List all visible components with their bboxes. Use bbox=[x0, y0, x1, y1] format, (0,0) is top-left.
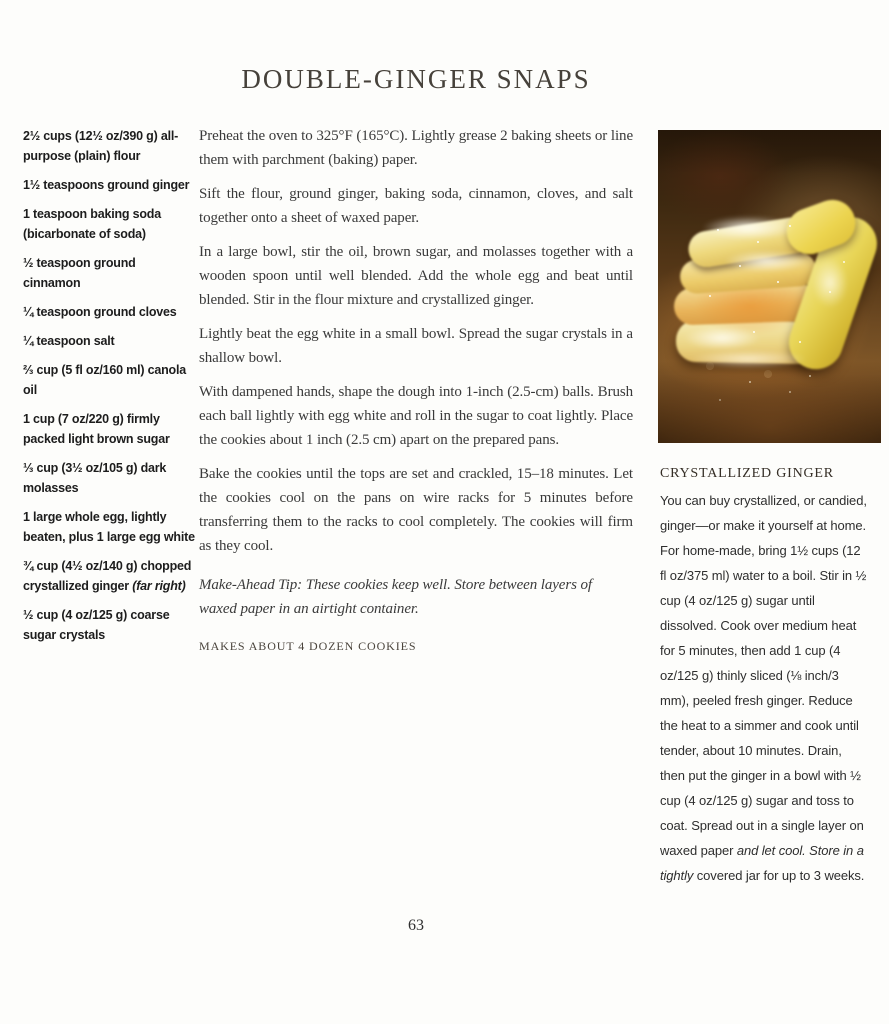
yield-line: MAKES ABOUT 4 DOZEN COOKIES bbox=[199, 639, 417, 653]
ingredient-text: ¾ cup (4½ oz/140 g) chopped crystallized ginger bbox=[23, 559, 192, 593]
ingredients-list bbox=[23, 126, 195, 654]
ingredient-item bbox=[23, 360, 195, 400]
ingredient-item bbox=[23, 126, 195, 166]
sidebar-body bbox=[660, 488, 868, 888]
page-number: 63 bbox=[408, 917, 424, 934]
instruction-paragraph: Preheat the oven to 325°F (165°C). Lightly grease 2 baking sheets or line them with parchment (baking) paper. bbox=[199, 128, 633, 168]
ingredient-text: 1 cup (7 oz/220 g) firmly packed light brown sugar bbox=[23, 412, 170, 446]
ingredient-item bbox=[23, 331, 195, 351]
ingredient-text: 1 large whole egg, lightly beaten, plus 1 large egg white bbox=[23, 510, 195, 544]
ingredient-text: ⅔ cup (5 fl oz/160 ml) canola oil bbox=[23, 363, 186, 397]
crystallized-ginger-photo bbox=[658, 130, 881, 443]
ingredient-item bbox=[23, 556, 195, 596]
ingredient-text: 1½ teaspoons ground ginger bbox=[23, 178, 190, 192]
instruction-paragraph: Sift the flour, ground ginger, baking soda, cinnamon, cloves, and salt together onto a sheet of waxed paper. bbox=[199, 186, 633, 226]
sidebar-text: covered jar for up to 3 weeks. bbox=[696, 868, 865, 883]
instruction-paragraph: With dampened hands, shape the dough into 1-inch (2.5-cm) balls. Brush each ball lightly with egg white and roll in the sugar to coat lightly. Place the cookies about 1 inch (2.5 cm) apart on the prepared pans. bbox=[199, 384, 633, 448]
page-title: DOUBLE-GINGER SNAPS bbox=[241, 64, 591, 94]
ingredient-note: (far right) bbox=[132, 579, 186, 593]
instruction-paragraph: Bake the cookies until the tops are set and crackled, 15–18 minutes. Let the cookies cool on the pans on wire racks for 5 minutes before transferring them to the racks to cool completely. The cookies will firm as they cool. bbox=[199, 466, 633, 554]
ingredient-text: ¼ teaspoon ground cloves bbox=[23, 305, 177, 319]
instruction-paragraph: Lightly beat the egg white in a small bowl. Spread the sugar crystals in a shallow bowl. bbox=[199, 326, 633, 366]
ingredient-text: ½ cup (4 oz/125 g) coarse sugar crystals bbox=[23, 608, 170, 642]
ingredient-text: ½ teaspoon ground cinnamon bbox=[23, 256, 136, 290]
ingredient-item bbox=[23, 302, 195, 322]
ingredient-item bbox=[23, 253, 195, 293]
recipe-instructions bbox=[199, 124, 633, 668]
sidebar-heading: CRYSTALLIZED GINGER bbox=[660, 466, 834, 481]
ingredient-text: 2½ cups (12½ oz/390 g) all-purpose (plain) flour bbox=[23, 129, 179, 163]
ingredient-item bbox=[23, 175, 195, 195]
photo-vignette bbox=[658, 130, 881, 443]
ingredient-text: 1 teaspoon baking soda (bicarbonate of soda) bbox=[23, 207, 161, 241]
instruction-paragraph: In a large bowl, stir the oil, brown sugar, and molasses together with a wooden spoon until well blended. Add the whole egg and beat until blended. Stir in the flour mixture and crystallized ginger. bbox=[199, 244, 633, 308]
ingredient-item bbox=[23, 458, 195, 498]
sidebar-text: You can buy crystallized, or candied, ginger—or make it yourself at home. For home-made, bring 1½ cups (12 fl oz/375 ml) water to a boil. Stir in ½ cup (4 oz/125 g) sugar until dissolved. Cook over medium heat for 5 minutes, then add 1 cup (4 oz/125 g) thinly sliced (⅛ inch/3 mm), peeled fresh ginger. Reduce the heat to a simmer and cook until tender, about 10 minutes. Drain, then put the ginger in a bowl with ½ cup (4 oz/125 g) sugar and toss to coat. Spread out in a single layer on waxed paper bbox=[660, 493, 867, 858]
sidebar-text-italic: and let cool. Store in a tightly bbox=[660, 843, 864, 883]
ingredient-item bbox=[23, 409, 195, 449]
ingredient-item bbox=[23, 507, 195, 547]
make-ahead-tip: Make-Ahead Tip: These cookies keep well. Store between layers of waxed paper in an airtight container. bbox=[199, 577, 592, 617]
ingredient-text: ¼ teaspoon salt bbox=[23, 334, 115, 348]
ingredient-text: ⅓ cup (3½ oz/105 g) dark molasses bbox=[23, 461, 167, 495]
ingredient-item bbox=[23, 605, 195, 645]
ingredient-item bbox=[23, 204, 195, 244]
